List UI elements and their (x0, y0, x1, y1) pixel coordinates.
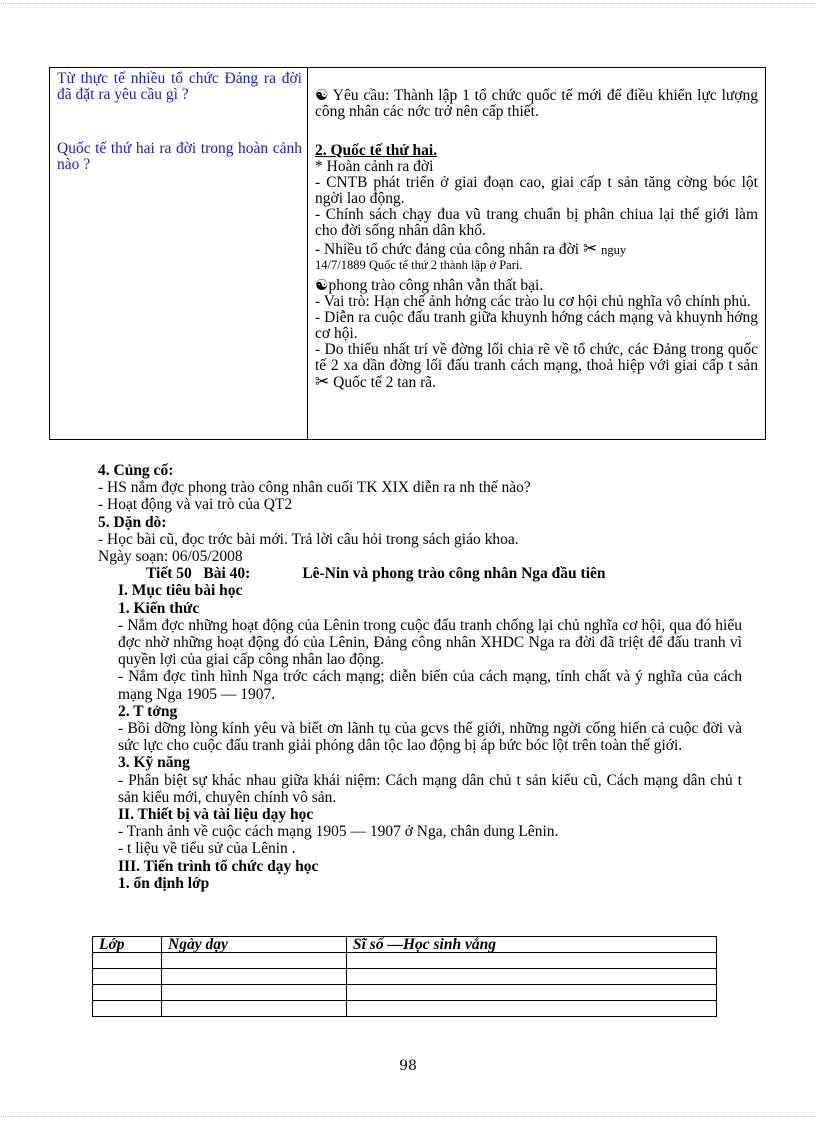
table-cell (93, 969, 162, 985)
table-cell (347, 969, 717, 985)
lesson-content (98, 582, 742, 892)
process-heading: III. Tiến trình tổ chức dạy học (118, 857, 319, 875)
question-2: Quốc tế thứ hai ra đời trong hoàn cảnh nào ? (57, 140, 302, 173)
end-text: Quốc tế 2 tan rã. (333, 374, 436, 391)
movement-text: phong trào công nhân vẫn thất bại. (328, 277, 544, 294)
requirement (315, 88, 758, 120)
objectives-heading: I. Mục tiêu bài học (118, 582, 243, 600)
equipment-item: - Tranh ảnh về cuộc cách mạng 1905 — 1907 ở Nga, chân dung Lênin. (118, 823, 559, 841)
lesson-table (49, 67, 766, 440)
class-attendance-table (92, 936, 717, 1017)
founding-line: 14/7/1889 Quốc tế thứ 2 thành lập ở Pari. (315, 258, 523, 272)
stabilize-heading: 1. ổn định lớp (118, 874, 210, 892)
prepared-date: Ngày soạn: 06/05/2008 (98, 548, 243, 566)
context-heading: * Hoàn cảnh ra đời (315, 158, 434, 175)
lesson-number: Tiết 50 (146, 565, 192, 583)
table-cell (93, 1001, 162, 1017)
column-divider (307, 68, 308, 439)
table-cell (162, 953, 347, 969)
table-cell (162, 969, 347, 985)
knowledge-item: - Nắm đợc tình hình Nga trớc cách mạng; diễn biến của cách mạng, tính chất và ý nghĩa của cách mạng Nga 1905 — 1907. (118, 668, 742, 703)
yin-yang-icon: ☯ (315, 88, 329, 104)
table-cell (347, 1001, 717, 1017)
lesson-body (98, 462, 742, 892)
party-line-text: - Nhiều tổ chức đảng của công nhân ra đời (315, 241, 580, 258)
consolidation-title: 4. Củng cố: (98, 462, 174, 479)
table-cell (93, 985, 162, 1001)
homework-title: 5. Dặn dò: (98, 513, 167, 531)
question-1: Từ thực tế nhiều tổ chức Đảng ra đời đã đặt ra yêu cầu gì ? (57, 70, 302, 103)
column-header-date: Ngày dạy (162, 937, 347, 953)
lesson-title (98, 565, 742, 582)
knowledge-item: - Nắm đợc những hoạt động của Lênin trong cuộc đấu tranh chống lại chủ nghĩa cơ hội, qua đó hiểu đợc nhờ những hoạt động đó của Lênin, Đảng công nhân XHDC Nga ra đời đã triệt để đấu tranh vì quyền lợi của giai cấp công nhân lao động. (118, 616, 742, 669)
role-line: - Vai trò: Hạn chế ảnh hởng các trào lu cơ hội chủ nghĩa vô chính phủ. (315, 293, 751, 310)
table-row (93, 969, 717, 985)
consolidation-item: - HS nắm đợc phong trào công nhân cuối TK XIX diễn ra nh thế nào? (98, 479, 531, 497)
table-row (93, 985, 717, 1001)
context-line: - CNTB phát triển ở giai đoạn cao, giai cấp t sản tăng cờng bóc lột ngời lao động. (315, 174, 758, 207)
bottom-page-border (0, 1116, 816, 1117)
thought-heading: 2. T tởng (118, 702, 178, 720)
consolidation-item: - Hoạt động và vai trò của QT2 (98, 496, 293, 514)
scissors-icon: ✂ (582, 239, 598, 258)
equipment-item: - t liệu về tiểu sử của Lênin . (118, 840, 296, 858)
table-cell (162, 985, 347, 1001)
requirement-text: Yêu cầu: Thành lập 1 tổ chức quốc tế mới để điều khiển lực lượng công nhân các nớc trở nên cấp thiết. (315, 87, 758, 120)
table-cell (93, 953, 162, 969)
table-cell (162, 1001, 347, 1017)
homework-item: - Học bài cũ, đọc trớc bài mới. Trả lời câu hỏi trong sách giáo khoa. (98, 530, 519, 548)
knowledge-heading: 1. Kiến thức (118, 599, 200, 617)
page-number: 98 (399, 1058, 417, 1074)
table-cell (347, 985, 717, 1001)
table-row (93, 953, 717, 969)
skills-heading: 3. Kỹ năng (118, 754, 190, 772)
answers-column (315, 71, 758, 391)
thought-item: - Bồi dỡng lòng kính yêu và biết ơn lãnh tụ của gcvs thế giới, những ngời cống hiến cả cuộc đời và sức lực cho cuộc đấu tranh giải phóng dân tộc lao động bị áp bức bóc lột trên toàn thế giới. (118, 720, 742, 755)
yin-yang-icon: ☯ (315, 278, 329, 294)
top-page-border (0, 3, 816, 4)
column-header-class: Lớp (93, 937, 162, 953)
lesson-bai: Bài 40: (203, 565, 251, 583)
equipment-heading: II. Thiết bị và tài liệu dạy học (118, 806, 314, 824)
lesson-name: Lê-Nin và phong trào công nhân Nga đầu tiên (302, 565, 606, 583)
struggle-line: - Diễn ra cuộc đấu tranh giữa khuynh hớng cách mạng và khuynh hớng cơ hội. (315, 309, 758, 342)
nguy-text: nguy (601, 243, 627, 257)
scissors-icon: ✂ (315, 372, 330, 391)
column-header-attendance: Sĩ số —Học sinh vắng (347, 937, 717, 953)
context-line: - Chính sách chạy đua vũ trang chuẩn bị phân chiua lại thế giới làm cho đời sống nhân dân khổ. (315, 206, 758, 239)
table-cell (347, 953, 717, 969)
table-header-row (93, 937, 717, 953)
movement-line (315, 278, 758, 294)
split-line (315, 342, 758, 391)
split-text: - Do thiếu nhất trí về đờng lối chia rẽ về tổ chức, các Đảng trong quốc tế 2 xa dần đờng lối đấu tranh cách mạng, thoả hiệp với giai cấp t sản (315, 341, 758, 374)
skills-item: - Phân biệt sự khác nhau giữa khái niệm: Cách mạng dân chủ t sản kiểu cũ, Cách mạng dân chủ t sản kiểu mới, chuyên chính vô sản. (118, 771, 742, 806)
context-line (315, 241, 758, 258)
section-title: 2. Quốc tế thứ hai. (315, 142, 438, 159)
table-row (93, 1001, 717, 1017)
